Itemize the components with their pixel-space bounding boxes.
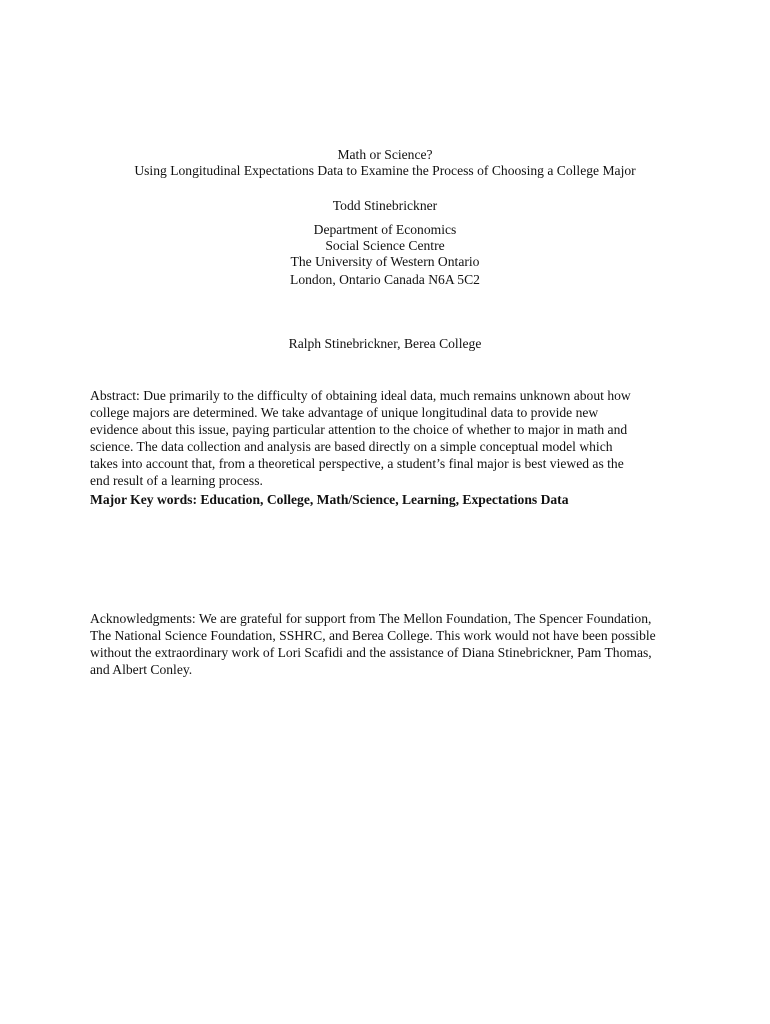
author-name [0,198,770,214]
affiliation-line-2: Social Science Centre [325,238,445,253]
acknowledgments-line: The National Science Foundation, SSHRC, and Berea College. This work would not have been possible [90,628,656,643]
acknowledgments-line: Acknowledgments: We are grateful for support from The Mellon Foundation, The Spencer Foundation, [90,611,652,626]
abstract-line: Abstract: Due primarily to the difficulty of obtaining ideal data, much remains unknown about how [90,388,631,403]
abstract-line: college majors are determined. We take advantage of unique longitudinal data to provide new [90,405,599,420]
address-line: London, Ontario Canada N6A 5C2 [290,272,480,287]
abstract-line: science. The data collection and analysis are based directly on a simple conceptual model which [90,439,613,454]
acknowledgments [90,610,675,678]
abstract-line: end result of a learning process. [90,473,263,488]
abstract-line: takes into account that, from a theoretical perspective, a student’s final major is best viewed as the [90,456,624,471]
keywords [90,491,675,508]
acknowledgments-line: without the extraordinary work of Lori Scafidi and the assistance of Diana Stinebrickner, Pam Thomas, [90,645,652,660]
abstract [90,387,675,489]
author-affiliation [0,222,770,270]
acknowledgments-line: and Albert Conley. [90,662,193,677]
affiliation-line-3: The University of Western Ontario [290,254,480,269]
title-line-1: Math or Science? [337,147,433,162]
author-address [0,272,770,288]
title-line-2: Using Longitudinal Expectations Data to Examine the Process of Choosing a College Major [134,163,636,178]
coauthor-line: Ralph Stinebrickner, Berea College [288,336,482,351]
coauthor [0,336,770,352]
paper-title [0,147,770,179]
abstract-line: evidence about this issue, paying particular attention to the choice of whether to major in math and [90,422,628,437]
keywords-line: Major Key words: Education, College, Math/Science, Learning, Expectations Data [90,492,569,507]
affiliation-line-1: Department of Economics [313,222,457,237]
author-1-name: Todd Stinebrickner [332,198,438,213]
